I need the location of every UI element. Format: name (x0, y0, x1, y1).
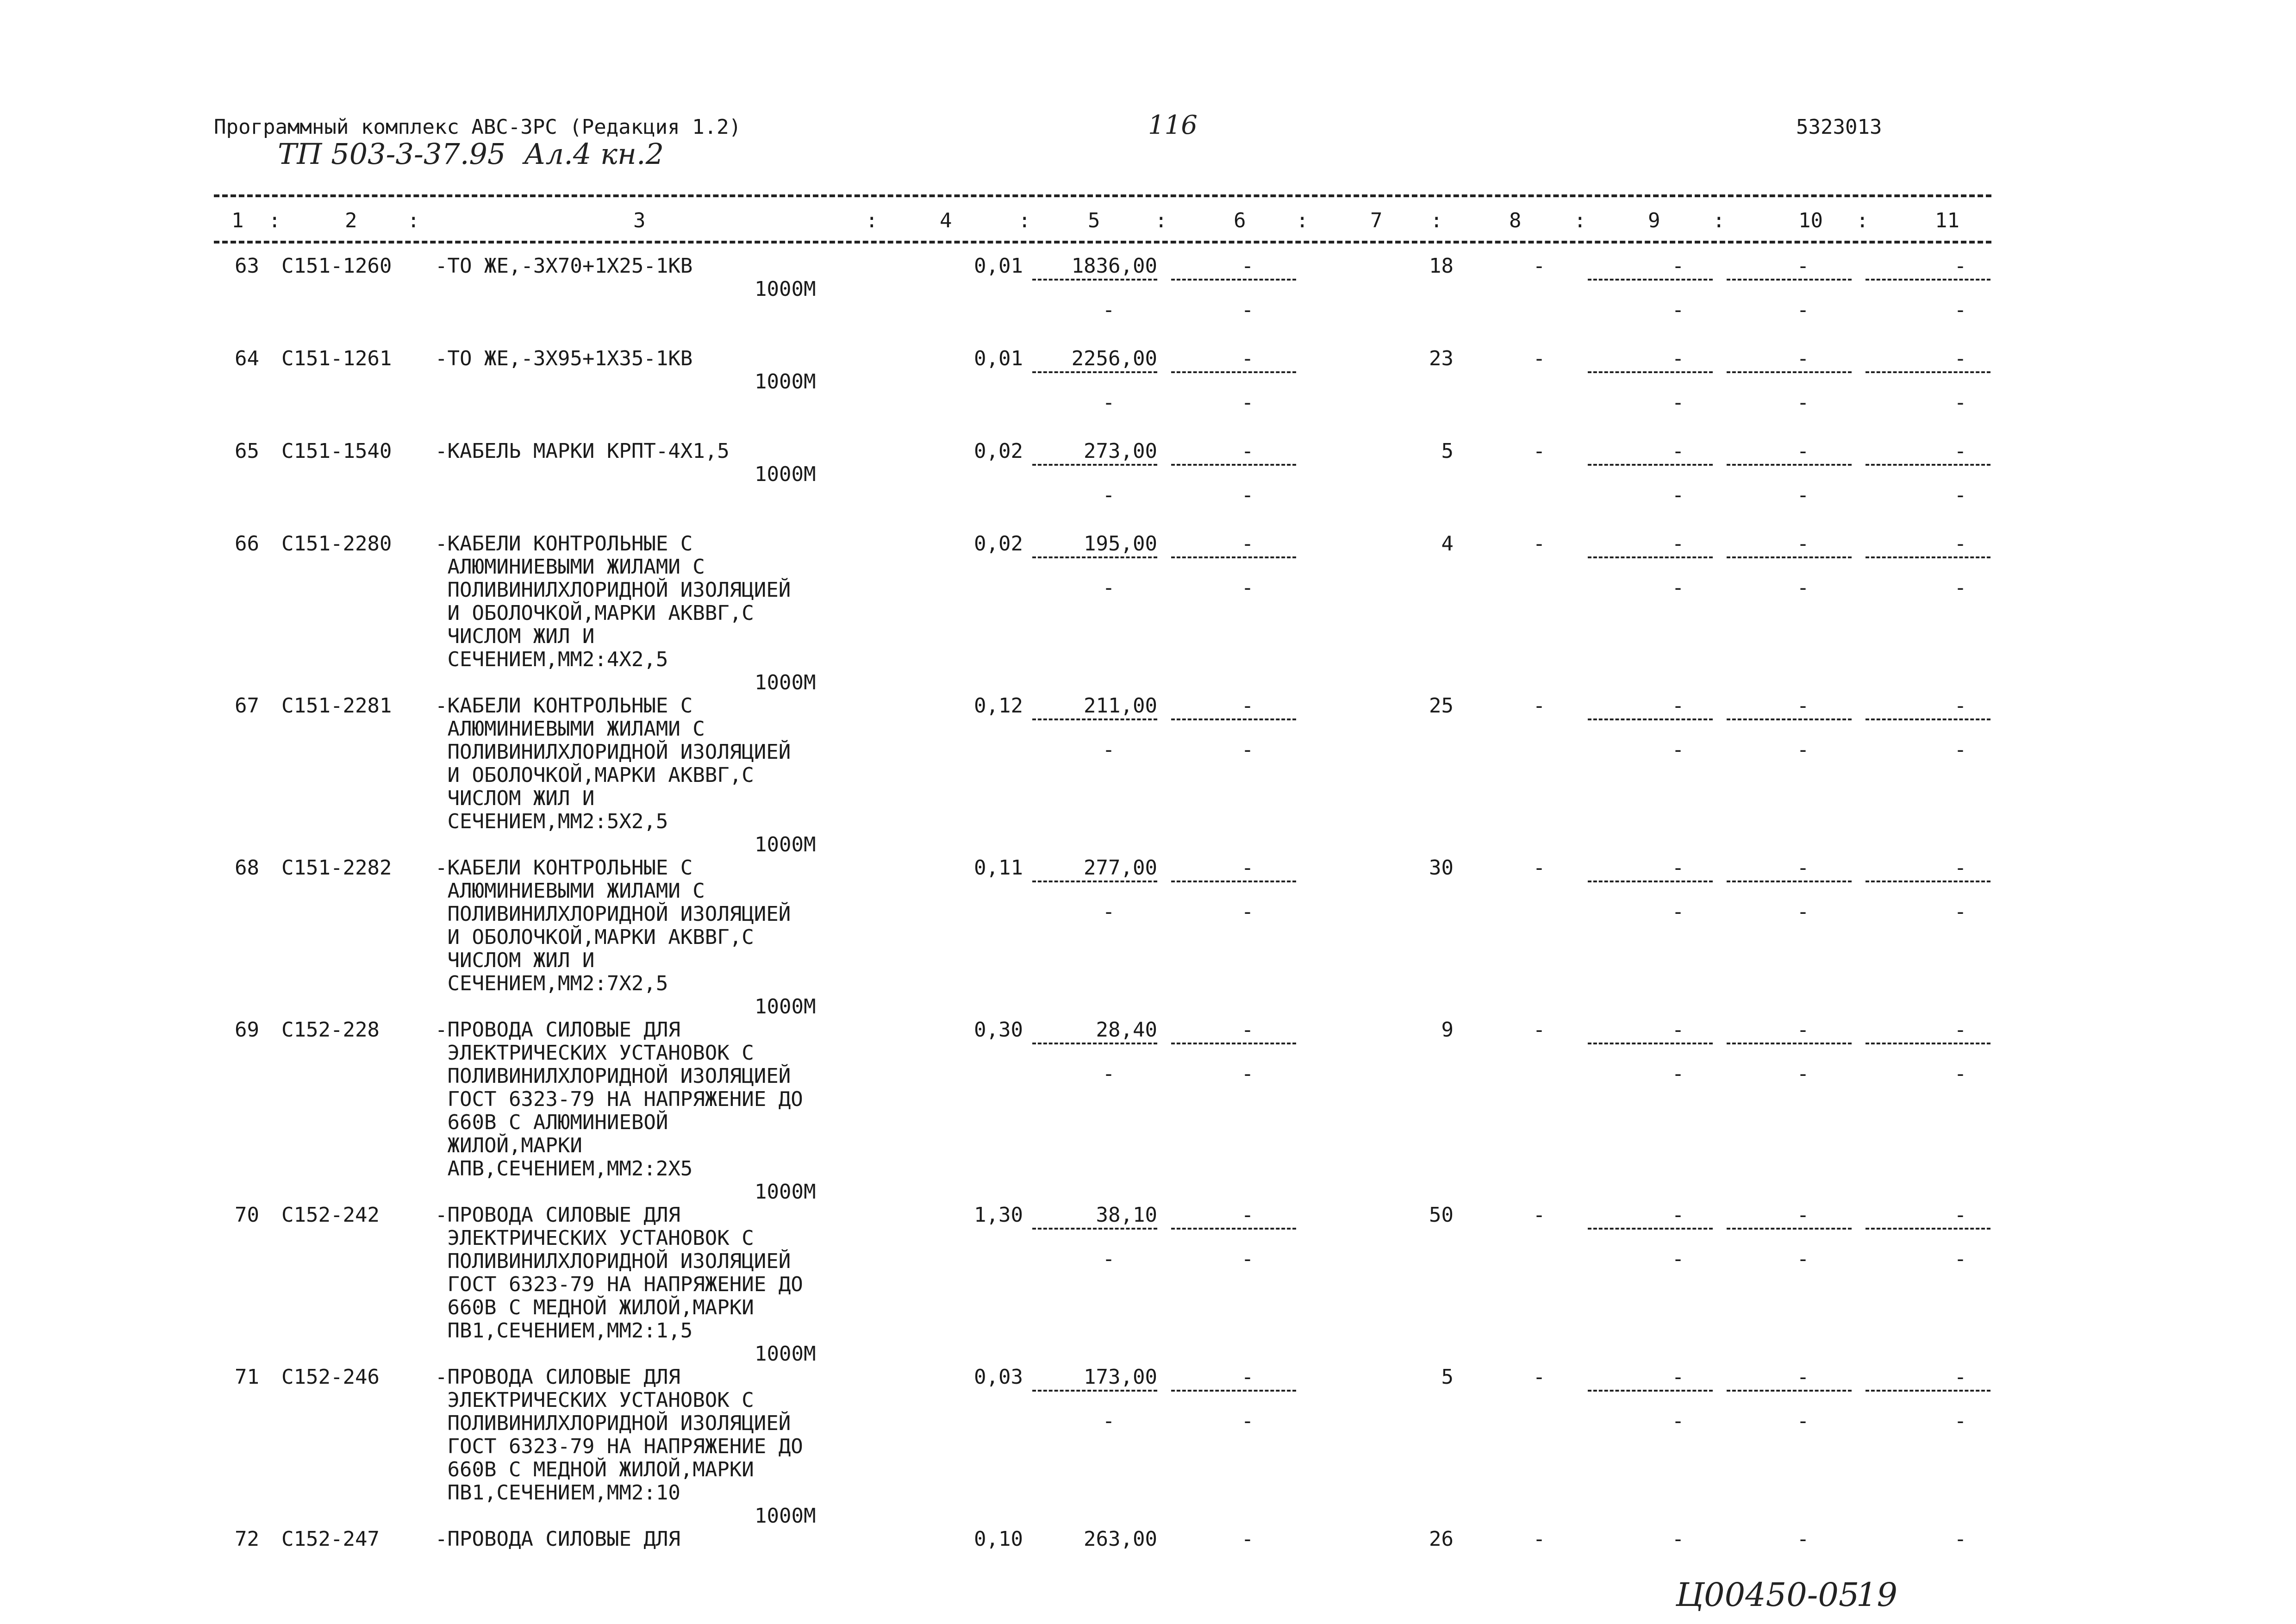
sub-dash: - (1797, 483, 1809, 507)
document-code: 5323013 (1796, 115, 1882, 139)
sheet-number: 19 (1856, 1576, 1898, 1614)
item-description-line: 660В С МЕДНОЙ ЖИЛОЙ,МАРКИ (435, 1458, 754, 1481)
sub-dash: - (1797, 1409, 1809, 1433)
cell-divider-line (1032, 1228, 1157, 1230)
sub-dash: - (1797, 298, 1809, 322)
cell-divider-line (1588, 718, 1713, 720)
cell-divider-line (1588, 464, 1713, 466)
item-description-line: СЕЧЕНИЕМ,ММ2:4Х2,5 (435, 648, 668, 671)
cell-divider-line (1171, 279, 1296, 281)
column-header-cell: 4 (940, 209, 952, 232)
quantity: 0,10 (974, 1527, 1023, 1551)
quantity: 0,01 (974, 347, 1023, 370)
item-description-line: ПОЛИВИНИЛХЛОРИДНОЙ ИЗОЛЯЦИЕЙ (435, 740, 791, 764)
item-description-line: ЖИЛОЙ,МАРКИ (435, 1134, 582, 1157)
row-number: 72 (235, 1527, 259, 1551)
header-rule (214, 241, 1991, 244)
column-header-cell: 8 (1509, 209, 1522, 232)
cell-divider-line (1171, 1043, 1296, 1044)
item-description-line: ПОЛИВИНИЛХЛОРИДНОЙ ИЗОЛЯЦИЕЙ (435, 1249, 791, 1273)
column-header-cell: 9 (1648, 209, 1660, 232)
item-description-line: 660В С АЛЮМИНИЕВОЙ (435, 1111, 668, 1134)
quantity: 1,30 (974, 1203, 1023, 1227)
cell-divider-line (1032, 1390, 1157, 1392)
cell-divider-line (1866, 464, 1990, 466)
item-description-line: АЛЮМИНИЕВЫМИ ЖИЛАМИ С (435, 879, 705, 903)
unit-cost: 2256,00 (1071, 347, 1157, 370)
column-header-cell: 10 (1798, 209, 1823, 232)
row-number: 69 (235, 1018, 259, 1042)
sub-dash: - (1102, 298, 1115, 322)
col6-value: - (1241, 347, 1254, 370)
col8-value: - (1533, 1527, 1546, 1551)
col10-value: - (1797, 439, 1809, 463)
sub-dash: - (1241, 483, 1254, 507)
quantity: 0,30 (974, 1018, 1023, 1042)
column-header-cell: 5 (1088, 209, 1100, 232)
sub-dash: - (1102, 738, 1115, 762)
col8-value: - (1533, 532, 1546, 556)
col10-value: - (1797, 694, 1809, 718)
sub-dash: - (1241, 738, 1254, 762)
item-unit: 1000М (755, 671, 816, 694)
sub-dash: - (1241, 298, 1254, 322)
item-unit: 1000М (755, 1180, 816, 1204)
sub-dash: - (1241, 576, 1254, 600)
col11-value: - (1954, 254, 1967, 278)
col6-value: - (1241, 532, 1254, 556)
col9-value: - (1672, 532, 1685, 556)
col7-value: 5 (1441, 439, 1454, 463)
unit-cost: 173,00 (1084, 1365, 1157, 1389)
col6-value: - (1241, 694, 1254, 718)
cell-divider-line (1588, 1390, 1713, 1392)
column-header-cell: 2 (345, 209, 357, 232)
sub-dash: - (1954, 576, 1967, 600)
col6-value: - (1241, 1365, 1254, 1389)
sub-dash: - (1954, 483, 1967, 507)
column-header-cell: : (1155, 209, 1167, 232)
sub-dash: - (1672, 576, 1685, 600)
col9-value: - (1672, 1018, 1685, 1042)
item-unit: 1000М (755, 1504, 816, 1528)
item-code: С152-246 (281, 1365, 380, 1389)
cell-divider-line (1588, 1043, 1713, 1044)
item-description-line: ГОСТ 6323-79 НА НАПРЯЖЕНИЕ ДО (435, 1435, 803, 1458)
handwritten-reference: ТП 503-3-37.95 Ал.4 кн.2 (278, 137, 664, 171)
item-unit: 1000М (755, 462, 816, 486)
item-description-line: ПВ1,СЕЧЕНИЕМ,ММ2:1,5 (435, 1319, 693, 1343)
col9-value: - (1672, 439, 1685, 463)
item-code: С151-2280 (281, 532, 392, 556)
sub-dash: - (1797, 1062, 1809, 1086)
sub-dash: - (1954, 738, 1967, 762)
column-header-cell: : (1296, 209, 1309, 232)
sub-dash: - (1102, 1409, 1115, 1433)
cell-divider-line (1588, 556, 1713, 558)
cell-divider-line (1866, 279, 1990, 281)
sub-dash: - (1954, 1247, 1967, 1271)
col6-value: - (1241, 1527, 1254, 1551)
unit-cost: 195,00 (1084, 532, 1157, 556)
cell-divider-line (1588, 881, 1713, 882)
item-description-line: -ТО ЖЕ,-3Х70+1Х25-1КВ (435, 254, 693, 278)
item-description-line: АЛЮМИНИЕВЫМИ ЖИЛАМИ С (435, 717, 705, 741)
item-description-line: ЧИСЛОМ ЖИЛ И (435, 625, 595, 648)
cell-divider-line (1727, 718, 1852, 720)
item-unit: 1000М (755, 370, 816, 394)
cell-divider-line (1727, 1043, 1852, 1044)
column-header-cell: 6 (1234, 209, 1246, 232)
quantity: 0,11 (974, 856, 1023, 880)
col8-value: - (1533, 1018, 1546, 1042)
cell-divider-line (1727, 1228, 1852, 1230)
col7-value: 18 (1429, 254, 1454, 278)
col9-value: - (1672, 254, 1685, 278)
item-unit: 1000М (755, 277, 816, 301)
item-description-line: ПОЛИВИНИЛХЛОРИДНОЙ ИЗОЛЯЦИЕЙ (435, 578, 791, 602)
col7-value: 50 (1429, 1203, 1454, 1227)
cell-divider-line (1866, 718, 1990, 720)
column-header-cell: : (1430, 209, 1443, 232)
col10-value: - (1797, 856, 1809, 880)
col9-value: - (1672, 1365, 1685, 1389)
sub-dash: - (1672, 1247, 1685, 1271)
row-number: 63 (235, 254, 259, 278)
column-header-cell: 11 (1935, 209, 1959, 232)
cell-divider-line (1866, 556, 1990, 558)
item-description-line: ЭЛЕКТРИЧЕСКИХ УСТАНОВОК С (435, 1388, 754, 1412)
cell-divider-line (1171, 718, 1296, 720)
cell-divider-line (1171, 556, 1296, 558)
col8-value: - (1533, 1365, 1546, 1389)
quantity: 0,03 (974, 1365, 1023, 1389)
item-description-line: -КАБЕЛИ КОНТРОЛЬНЫЕ С (435, 856, 693, 880)
item-description-line: -ПРОВОДА СИЛОВЫЕ ДЛЯ (435, 1203, 680, 1227)
item-description-line: ЭЛЕКТРИЧЕСКИХ УСТАНОВОК С (435, 1226, 754, 1250)
sub-dash: - (1954, 1062, 1967, 1086)
col9-value: - (1672, 694, 1685, 718)
column-header-cell: : (1574, 209, 1586, 232)
column-header-cell: 1 (231, 209, 244, 232)
col8-value: - (1533, 347, 1546, 370)
col11-value: - (1954, 1527, 1967, 1551)
cell-divider-line (1032, 556, 1157, 558)
sub-dash: - (1102, 900, 1115, 924)
cell-divider-line (1032, 718, 1157, 720)
row-number: 65 (235, 439, 259, 463)
col8-value: - (1533, 254, 1546, 278)
item-description-line: ЧИСЛОМ ЖИЛ И (435, 949, 595, 972)
sub-dash: - (1954, 1409, 1967, 1433)
item-description-line: ГОСТ 6323-79 НА НАПРЯЖЕНИЕ ДО (435, 1087, 803, 1111)
column-header-cell: : (407, 209, 420, 232)
col7-value: 5 (1441, 1365, 1454, 1389)
sub-dash: - (1672, 900, 1685, 924)
item-description-line: ПОЛИВИНИЛХЛОРИДНОЙ ИЗОЛЯЦИЕЙ (435, 1412, 791, 1435)
handwritten-code: Ц00450-05 (1676, 1576, 1859, 1614)
col7-value: 4 (1441, 532, 1454, 556)
col10-value: - (1797, 1203, 1809, 1227)
col10-value: - (1797, 254, 1809, 278)
item-description-line: -ПРОВОДА СИЛОВЫЕ ДЛЯ (435, 1365, 680, 1389)
cell-divider-line (1171, 371, 1296, 373)
col11-value: - (1954, 856, 1967, 880)
item-description-line: ПВ1,СЕЧЕНИЕМ,ММ2:10 (435, 1481, 680, 1505)
sub-dash: - (1672, 1409, 1685, 1433)
col6-value: - (1241, 1203, 1254, 1227)
quantity: 0,01 (974, 254, 1023, 278)
item-description-line: СЕЧЕНИЕМ,ММ2:5Х2,5 (435, 810, 668, 833)
sub-dash: - (1241, 1409, 1254, 1433)
cell-divider-line (1171, 1390, 1296, 1392)
unit-cost: 211,00 (1084, 694, 1157, 718)
sub-dash: - (1102, 1247, 1115, 1271)
item-unit: 1000М (755, 1342, 816, 1366)
sub-dash: - (1672, 391, 1685, 414)
quantity: 0,12 (974, 694, 1023, 718)
item-code: С152-242 (281, 1203, 380, 1227)
unit-cost: 273,00 (1084, 439, 1157, 463)
sub-dash: - (1102, 391, 1115, 414)
cell-divider-line (1032, 1043, 1157, 1044)
sub-dash: - (1672, 298, 1685, 322)
quantity: 0,02 (974, 439, 1023, 463)
page-number: 116 (1148, 110, 1198, 140)
cell-divider-line (1588, 1228, 1713, 1230)
column-header-cell: : (1018, 209, 1031, 232)
unit-cost: 277,00 (1084, 856, 1157, 880)
col9-value: - (1672, 856, 1685, 880)
item-description-line: АПВ,СЕЧЕНИЕМ,ММ2:2Х5 (435, 1157, 693, 1181)
cell-divider-line (1727, 881, 1852, 882)
col10-value: - (1797, 1365, 1809, 1389)
item-code: С151-1540 (281, 439, 392, 463)
col10-value: - (1797, 532, 1809, 556)
cell-divider-line (1727, 1390, 1852, 1392)
item-description-line: СЕЧЕНИЕМ,ММ2:7Х2,5 (435, 972, 668, 995)
row-number: 68 (235, 856, 259, 880)
row-number: 67 (235, 694, 259, 718)
column-header-cell: 7 (1370, 209, 1383, 232)
item-description-line: ПОЛИВИНИЛХЛОРИДНОЙ ИЗОЛЯЦИЕЙ (435, 902, 791, 926)
col8-value: - (1533, 856, 1546, 880)
top-rule (214, 194, 1991, 197)
item-description-line: -КАБЕЛИ КОНТРОЛЬНЫЕ С (435, 694, 693, 718)
item-description-line: ЭЛЕКТРИЧЕСКИХ УСТАНОВОК С (435, 1041, 754, 1065)
item-description-line: -КАБЕЛИ КОНТРОЛЬНЫЕ С (435, 532, 693, 556)
col9-value: - (1672, 1203, 1685, 1227)
col7-value: 23 (1429, 347, 1454, 370)
cell-divider-line (1588, 371, 1713, 373)
sub-dash: - (1797, 391, 1809, 414)
column-header-cell: : (1856, 209, 1869, 232)
cell-divider-line (1866, 1228, 1990, 1230)
row-number: 64 (235, 347, 259, 370)
sub-dash: - (1954, 391, 1967, 414)
col9-value: - (1672, 347, 1685, 370)
sub-dash: - (1102, 483, 1115, 507)
col8-value: - (1533, 1203, 1546, 1227)
cell-divider-line (1032, 881, 1157, 882)
item-description-line: ПОЛИВИНИЛХЛОРИДНОЙ ИЗОЛЯЦИЕЙ (435, 1064, 791, 1088)
col11-value: - (1954, 1203, 1967, 1227)
col7-value: 25 (1429, 694, 1454, 718)
cell-divider-line (1032, 279, 1157, 281)
item-description-line: ЧИСЛОМ ЖИЛ И (435, 787, 595, 810)
cell-divider-line (1727, 279, 1852, 281)
col9-value: - (1672, 1527, 1685, 1551)
cell-divider-line (1727, 556, 1852, 558)
col10-value: - (1797, 1527, 1809, 1551)
column-header-cell: : (268, 209, 281, 232)
sub-dash: - (1797, 738, 1809, 762)
cell-divider-line (1866, 1390, 1990, 1392)
cell-divider-line (1032, 464, 1157, 466)
cell-divider-line (1727, 464, 1852, 466)
sub-dash: - (1672, 483, 1685, 507)
col10-value: - (1797, 1018, 1809, 1042)
item-code: С151-2282 (281, 856, 392, 880)
sub-dash: - (1241, 1062, 1254, 1086)
col11-value: - (1954, 1018, 1967, 1042)
col8-value: - (1533, 439, 1546, 463)
item-description-line: -ПРОВОДА СИЛОВЫЕ ДЛЯ (435, 1527, 680, 1551)
sub-dash: - (1954, 298, 1967, 322)
col8-value: - (1533, 694, 1546, 718)
col6-value: - (1241, 439, 1254, 463)
item-description-line: -ТО ЖЕ,-3Х95+1Х35-1КВ (435, 347, 693, 370)
sub-dash: - (1797, 900, 1809, 924)
sub-dash: - (1797, 576, 1809, 600)
item-unit: 1000М (755, 833, 816, 856)
cell-divider-line (1032, 371, 1157, 373)
cell-divider-line (1727, 371, 1852, 373)
item-description-line: -ПРОВОДА СИЛОВЫЕ ДЛЯ (435, 1018, 680, 1042)
item-code: С151-2281 (281, 694, 392, 718)
item-description-line: И ОБОЛОЧКОЙ,МАРКИ АКВВГ,С (435, 601, 754, 625)
sub-dash: - (1241, 900, 1254, 924)
column-header-cell: 3 (633, 209, 646, 232)
sub-dash: - (1672, 738, 1685, 762)
cell-divider-line (1866, 371, 1990, 373)
sub-dash: - (1672, 1062, 1685, 1086)
col6-value: - (1241, 1018, 1254, 1042)
cell-divider-line (1588, 279, 1713, 281)
col11-value: - (1954, 532, 1967, 556)
item-code: С151-1261 (281, 347, 392, 370)
item-code: С152-228 (281, 1018, 380, 1042)
item-description-line: -КАБЕЛЬ МАРКИ КРПТ-4Х1,5 (435, 439, 730, 463)
unit-cost: 1836,00 (1071, 254, 1157, 278)
sub-dash: - (1954, 900, 1967, 924)
cell-divider-line (1171, 1228, 1296, 1230)
item-code: С151-1260 (281, 254, 392, 278)
col6-value: - (1241, 254, 1254, 278)
row-number: 71 (235, 1365, 259, 1389)
item-unit: 1000М (755, 995, 816, 1018)
sub-dash: - (1797, 1247, 1809, 1271)
row-number: 66 (235, 532, 259, 556)
sub-dash: - (1241, 391, 1254, 414)
item-description-line: И ОБОЛОЧКОЙ,МАРКИ АКВВГ,С (435, 925, 754, 949)
item-description-line: И ОБОЛОЧКОЙ,МАРКИ АКВВГ,С (435, 763, 754, 787)
column-header-cell: : (866, 209, 878, 232)
cell-divider-line (1866, 1043, 1990, 1044)
col11-value: - (1954, 694, 1967, 718)
unit-cost: 263,00 (1084, 1527, 1157, 1551)
cell-divider-line (1171, 881, 1296, 882)
column-header-cell: : (1713, 209, 1725, 232)
item-description-line: 660В С МЕДНОЙ ЖИЛОЙ,МАРКИ (435, 1296, 754, 1319)
program-title: Программный комплекс АВС-ЗРС (Редакция 1.2) (214, 115, 742, 139)
quantity: 0,02 (974, 532, 1023, 556)
sub-dash: - (1102, 576, 1115, 600)
row-number: 70 (235, 1203, 259, 1227)
col6-value: - (1241, 856, 1254, 880)
col7-value: 30 (1429, 856, 1454, 880)
unit-cost: 38,10 (1096, 1203, 1157, 1227)
item-description-line: ГОСТ 6323-79 НА НАПРЯЖЕНИЕ ДО (435, 1273, 803, 1296)
col10-value: - (1797, 347, 1809, 370)
col7-value: 9 (1441, 1018, 1454, 1042)
cell-divider-line (1171, 464, 1296, 466)
col11-value: - (1954, 439, 1967, 463)
item-description-line: АЛЮМИНИЕВЫМИ ЖИЛАМИ С (435, 555, 705, 579)
cell-divider-line (1866, 881, 1990, 882)
col7-value: 26 (1429, 1527, 1454, 1551)
sub-dash: - (1102, 1062, 1115, 1086)
col11-value: - (1954, 1365, 1967, 1389)
item-code: С152-247 (281, 1527, 380, 1551)
unit-cost: 28,40 (1096, 1018, 1157, 1042)
sub-dash: - (1241, 1247, 1254, 1271)
col11-value: - (1954, 347, 1967, 370)
